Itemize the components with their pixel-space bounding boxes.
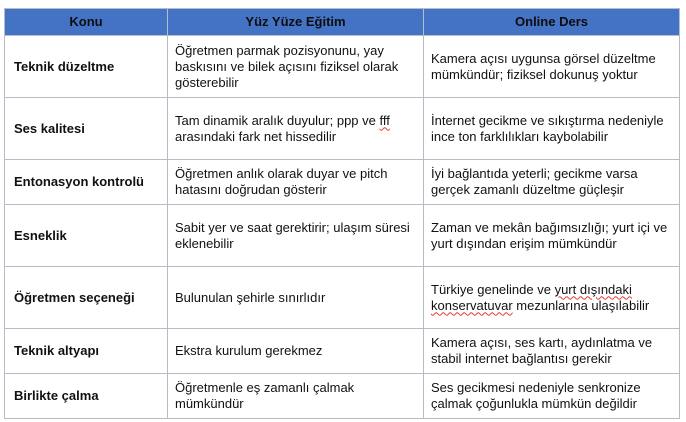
header-online: Online Ders [424,9,680,36]
yuz-yuze-cell: Öğretmen anlık olarak duyar ve pitch hatasını doğrudan gösterir [168,160,424,205]
online-cell [424,267,680,329]
online-cell: Zaman ve mekân bağımsızlığı; yurt içi ve yurt dışından erişim mümkündür [424,205,680,267]
table-row [5,374,680,419]
header-konu: Konu [5,9,168,36]
yuz-yuze-cell [168,98,424,160]
yuz-yuze-cell: Öğretmen parmak pozisyonunu, yay baskısını ve bilek açısını fiziksel olarak gösterebilir [168,36,424,98]
table-row [5,36,680,98]
table-row [5,267,680,329]
row-label: Entonasyon kontrolü [5,160,168,205]
yuz-yuze-cell: Sabit yer ve saat gerektirir; ulaşım süresi eklenebilir [168,205,424,267]
header-yuz-yuze: Yüz Yüze Eğitim [168,9,424,36]
table-row [5,329,680,374]
row-label: Teknik altyapı [5,329,168,374]
online-cell: İyi bağlantıda yeterli; gecikme varsa gerçek zamanlı düzeltme güçleşir [424,160,680,205]
yuz-yuze-cell: Öğretmenle eş zamanlı çalmak mümkündür [168,374,424,419]
table-header [5,9,680,36]
cell-text: arasındaki fark net hissedilir [175,128,337,144]
cell-text: Türkiye genelinde ve [431,281,555,297]
spellcheck-flagged-word[interactable]: fff [379,112,390,128]
online-cell: Kamera açısı uygunsa görsel düzeltme mümkündür; fiziksel dokunuş yoktur [424,36,680,98]
row-label: Öğretmen seçeneği [5,267,168,329]
row-label: Teknik düzeltme [5,36,168,98]
row-label: Esneklik [5,205,168,267]
table-body [5,36,680,419]
online-cell: Kamera açısı, ses kartı, aydınlatma ve stabil internet bağlantısı gerekir [424,329,680,374]
table-row [5,160,680,205]
yuz-yuze-cell: Ekstra kurulum gerekmez [168,329,424,374]
cell-text: mezunlarına ulaşılabilir [512,297,650,313]
table-row [5,205,680,267]
cell-text: Tam dinamik aralık duyulur; ppp ve [175,112,380,128]
online-cell: Ses gecikmesi nedeniyle senkronize çalmak çoğunlukla mümkün değildir [424,374,680,419]
table-row [5,98,680,160]
spellcheck-flagged-word[interactable]: yurt dışındaki konservatuvar [431,281,632,313]
header-row [5,9,680,36]
comparison-table [4,8,680,419]
yuz-yuze-cell: Bulunulan şehirle sınırlıdır [168,267,424,329]
row-label: Ses kalitesi [5,98,168,160]
online-cell: İnternet gecikme ve sıkıştırma nedeniyle ince ton farklılıkları kaybolabilir [424,98,680,160]
row-label: Birlikte çalma [5,374,168,419]
